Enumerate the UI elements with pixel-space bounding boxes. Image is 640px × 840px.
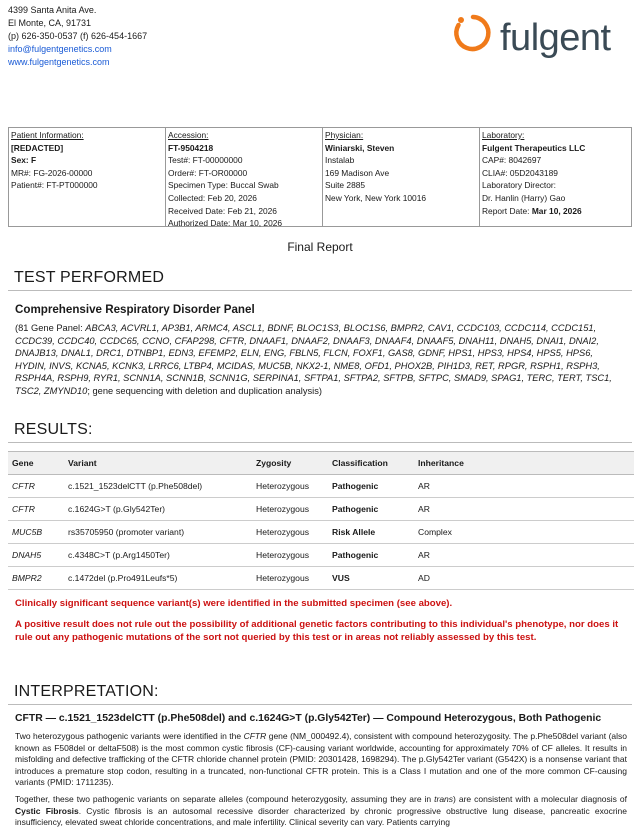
results-heading: RESULTS: xyxy=(14,421,93,438)
cell-gene: MUC5B xyxy=(8,521,64,544)
cell-classification: Pathogenic xyxy=(328,544,414,567)
physician-info xyxy=(323,128,480,226)
results-header-row xyxy=(8,452,634,475)
patient-sex: Sex: F xyxy=(11,155,37,166)
table-row xyxy=(8,475,634,498)
cell-classification: Risk Allele xyxy=(328,521,414,544)
col-header-variant: Variant xyxy=(64,452,252,475)
p1-text-a: Two heterozygous pathogenic variants were identified in the xyxy=(15,731,244,741)
col-header-zygosity: Zygosity xyxy=(252,452,328,475)
cell-variant: c.1624G>T (p.Gly542Ter) xyxy=(64,498,252,521)
panel-gene-list xyxy=(15,322,627,398)
cell-gene: CFTR xyxy=(8,498,64,521)
cell-inheritance: AD xyxy=(414,567,634,590)
cell-zygosity: Heterozygous xyxy=(252,521,328,544)
interpretation-heading: INTERPRETATION: xyxy=(14,683,159,700)
final-report-title: Final Report xyxy=(287,240,353,254)
patient-info xyxy=(9,128,166,226)
cell-gene: CFTR xyxy=(8,475,64,498)
physician-city: New York, New York 10016 xyxy=(325,192,427,203)
accession-authorized: Authorized Date: Mar 10, 2026 xyxy=(168,218,283,229)
accession-id: FT-9504218 xyxy=(168,142,214,153)
section-divider xyxy=(8,442,632,443)
website-link[interactable]: www.fulgentgenetics.com xyxy=(8,57,110,67)
laboratory-info xyxy=(480,128,631,226)
cell-classification: Pathogenic xyxy=(328,498,414,521)
accession-order: Order#: FT-OR00000 xyxy=(168,167,248,178)
cell-inheritance: AR xyxy=(414,475,634,498)
cell-gene: DNAH5 xyxy=(8,544,64,567)
cell-gene: BMPR2 xyxy=(8,567,64,590)
report-date-label: Report Date: xyxy=(482,205,532,216)
section-divider xyxy=(8,704,632,705)
accession-header: Accession: xyxy=(168,130,209,140)
cell-variant: rs35705950 (promoter variant) xyxy=(64,521,252,544)
p2-trans: trans xyxy=(434,794,454,804)
col-header-gene: Gene xyxy=(8,452,64,475)
patient-id: Patient#: FT-PT000000 xyxy=(11,180,98,191)
laboratory-director-label: Laboratory Director: xyxy=(482,180,557,191)
address-line2: El Monte, CA, 91731 xyxy=(8,18,92,28)
accession-collected: Collected: Feb 20, 2026 xyxy=(168,192,257,203)
email-link[interactable]: info@fulgentgenetics.com xyxy=(8,44,112,54)
patient-name: [REDACTED] xyxy=(11,142,64,153)
p2-text-b: ) are consistent with a molecular diagnosis of xyxy=(453,794,627,804)
physician-org: Instalab xyxy=(325,155,355,166)
table-row xyxy=(8,521,634,544)
cell-inheritance: Complex xyxy=(414,521,634,544)
laboratory-name: Fulgent Therapeutics LLC xyxy=(482,142,586,153)
patient-header: Patient Information: xyxy=(11,130,84,140)
physician-street: 169 Madison Ave xyxy=(325,167,390,178)
cell-variant: c.1472del (p.Pro491Leufs*5) xyxy=(64,567,252,590)
report-info-table xyxy=(8,127,632,227)
cell-inheritance: AR xyxy=(414,544,634,567)
cell-zygosity: Heterozygous xyxy=(252,498,328,521)
address-phone: (p) 626-350-0537 (f) 626-454-1667 xyxy=(8,31,148,41)
laboratory-cap: CAP#: 8042697 xyxy=(482,155,542,166)
p2-text-c: . Cystic fibrosis is an autosomal recessive disorder characterized by chronic progressive obstructive lung disease, pancreatic exocrine insufficiency, elevated sweat chloride concentrations, and male infertility. Clinical severity can vary. Patients carrying xyxy=(15,805,627,827)
lab-address xyxy=(8,4,147,69)
accession-specimen: Specimen Type: Buccal Swab xyxy=(168,180,279,191)
laboratory-header: Laboratory: xyxy=(482,130,525,140)
p1-gene: CFTR xyxy=(243,731,267,741)
cell-zygosity: Heterozygous xyxy=(252,567,328,590)
interpretation-paragraph-2 xyxy=(15,794,627,829)
logo-ring-icon xyxy=(452,12,494,54)
accession-test: Test#: FT-00000000 xyxy=(168,155,243,166)
interpretation-title: CFTR — c.1521_1523delCTT (p.Phe508del) and c.1624G>T (p.Gly542Ter) — Compound Heterozygous, Both Pathogenic xyxy=(15,713,602,724)
p1-text-b: gene (NM_000492.4), consistent with compound heterozygosity. The p.Phe508del variant (also known as F508del or deltaF508) is the most common cystic fibrosis (CF)-causing variant worldwide, accounting for approximately 70% of CF alleles. It results in misfolding and defective trafficking of the CFTR chloride channel protein (PMID: 20301428, 1698294). The p.Gly542Ter variant (G542X) is a nonsense variant that introduces a premature stop codon, resulting in a truncated, non-functional CFTR protein. This is a Class I mutation and one of the more common CF-causing variants (PMID: 1711235). xyxy=(15,731,628,787)
laboratory-clia: CLIA#: 05D2043189 xyxy=(482,167,558,178)
patient-mrn: MR#: FG-2026-00000 xyxy=(11,167,93,178)
table-row xyxy=(8,498,634,521)
cell-variant: c.1521_1523delCTT (p.Phe508del) xyxy=(64,475,252,498)
accession-received: Received Date: Feb 21, 2026 xyxy=(168,205,277,216)
col-header-inheritance: Inheritance xyxy=(414,452,634,475)
table-row xyxy=(8,567,634,590)
p2-diagnosis: Cystic Fibrosis xyxy=(15,805,79,816)
laboratory-director: Dr. Hanlin (Harry) Gao xyxy=(482,192,566,203)
limitations-notice: A positive result does not rule out the possibility of additional genetic factors contributing to this individual's phenotype, nor does it rule out any pathogenic mutations of the sort not queried by this test or in areas not reliably assessed by this test. xyxy=(15,619,619,644)
panel-title: Comprehensive Respiratory Disorder Panel xyxy=(15,303,255,316)
p2-text-a: Together, these two pathogenic variants on separate alleles (compound heterozygosity, assuming they are in xyxy=(15,794,435,804)
physician-name: Winiarski, Steven xyxy=(325,142,395,153)
col-header-classification: Classification xyxy=(328,452,414,475)
cell-classification: Pathogenic xyxy=(328,475,414,498)
report-date: Mar 10, 2026 xyxy=(531,205,582,216)
results-table xyxy=(8,451,634,590)
cell-classification: VUS xyxy=(328,567,414,590)
section-divider xyxy=(8,290,632,291)
report-date-line xyxy=(482,205,629,218)
cell-zygosity: Heterozygous xyxy=(252,475,328,498)
genes-list: ABCA3, ACVRL1, AP3B1, ARMC4, ASCL1, BDNF, BLOC1S3, BLOC1S6, BMPR2, CAV1, CCDC103, CCDC114, CCDC151, CCDC39, CCDC40, CCDC65, CCNO, CFAP298, CFTR, DNAAF1, DNAAF2, DNAAF3, DNAAF4, DNAAF5, DNAH11, DNAH5, DNAI1, DNAI2, DNAJB13, DNAL1, DRC1, DTNBP1, EDN3, EFEMP2, ELN, ENG, FBLN5, FLCN, FOXF1, GAS8, GDNF, HPS1, HPS3, HPS4, HPS5, HPS6, HYDIN, INVS, KCNA5, KCNK3, LRRC6, LTBP4, MCIDAS, MUC5B, NKX2-1, NME8, OFD1, PHOX2B, PIH1D3, RET, RPGR, RSPH1, RSPH3, RSPH4A, RSPH9, RYR1, SCNN1A, SCNN1B, SCNN1G, SERPINA1, SFTPA1, SFTPA2, SFTPB, SFTPC, SMAD9, SPAG1, TERC, TERT, TSC1, TSC2, ZMYND10 xyxy=(15,323,612,396)
interpretation-paragraph-1 xyxy=(15,731,627,789)
cell-variant: c.4348C>T (p.Arg1450Ter) xyxy=(64,544,252,567)
cell-inheritance: AR xyxy=(414,498,634,521)
accession-info xyxy=(166,128,323,229)
genes-prefix: (81 Gene Panel: xyxy=(15,323,86,333)
address-line1: 4399 Santa Anita Ave. xyxy=(8,5,97,15)
significant-variant-notice: Clinically significant sequence variant(s) were identified in the submitted specimen (see above). xyxy=(15,598,453,609)
logo-text: fulgent xyxy=(500,17,611,59)
genes-suffix: ; gene sequencing with deletion and duplication analysis) xyxy=(87,385,322,396)
physician-suite: Suite 2885 xyxy=(325,180,366,191)
cell-zygosity: Heterozygous xyxy=(252,544,328,567)
test-performed-heading: TEST PERFORMED xyxy=(14,269,165,286)
table-row xyxy=(8,544,634,567)
physician-header: Physician: xyxy=(325,130,364,140)
fulgent-logo xyxy=(452,4,632,62)
